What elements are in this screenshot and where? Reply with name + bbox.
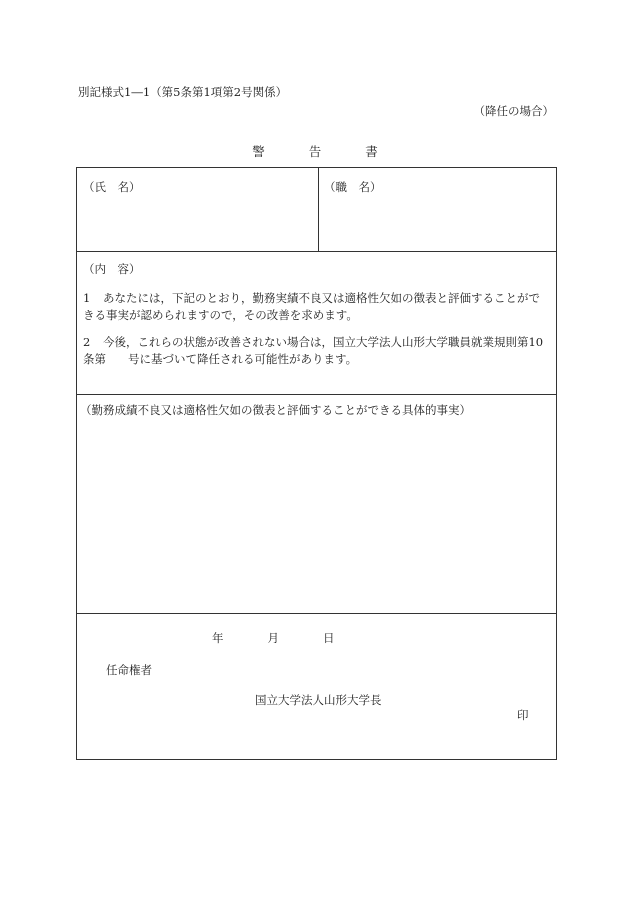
title-char-2: 告 xyxy=(308,144,322,159)
item-1-text: あなたには，下記のとおり，勤務実績不良又は適格性欠如の徴表と評価することができる事実が認められますので，その改善を求めます。 xyxy=(83,291,540,322)
title-char-3: 書 xyxy=(365,144,378,159)
facts-section[interactable] xyxy=(77,395,556,614)
item-1-number: 1 xyxy=(83,291,91,305)
warning-form xyxy=(76,167,557,760)
president-title: 国立大学法人山形大学長 xyxy=(255,693,382,707)
post-label: （職 名） xyxy=(324,180,382,194)
content-section xyxy=(77,252,556,395)
case-label: （降任の場合） xyxy=(473,104,554,118)
item-2-number: 2 xyxy=(83,335,91,349)
date-line[interactable] xyxy=(212,630,335,646)
name-field[interactable] xyxy=(77,168,319,251)
post-field[interactable] xyxy=(318,168,556,251)
item-2-text-after: 号に基づいて降任される可能性があります。 xyxy=(128,352,358,366)
document-title xyxy=(0,142,630,160)
facts-label: （勤務成績不良又は適格性欠如の徴表と評価することができる具体的事実） xyxy=(80,403,471,417)
item-2-text-before: 今後，これらの状態が改善されない場合は，国立大学法人山形大学職員就業規則第10条第 xyxy=(83,335,544,366)
title-char-1: 警 xyxy=(252,144,265,159)
month-label: 月 xyxy=(267,631,279,645)
seal-mark: 印 xyxy=(517,708,529,722)
content-item-1 xyxy=(83,290,549,324)
content-item-2 xyxy=(83,334,549,368)
name-label: （氏 名） xyxy=(83,180,141,194)
form-code: 別記様式1―1（第5条第1項第2号関係） xyxy=(78,85,288,99)
content-label: （内 容） xyxy=(83,262,141,276)
year-label: 年 xyxy=(212,631,224,645)
signature-section xyxy=(77,614,556,759)
day-label: 日 xyxy=(323,631,335,645)
name-post-row xyxy=(77,168,556,252)
appointer-label: 任命権者 xyxy=(106,663,152,677)
